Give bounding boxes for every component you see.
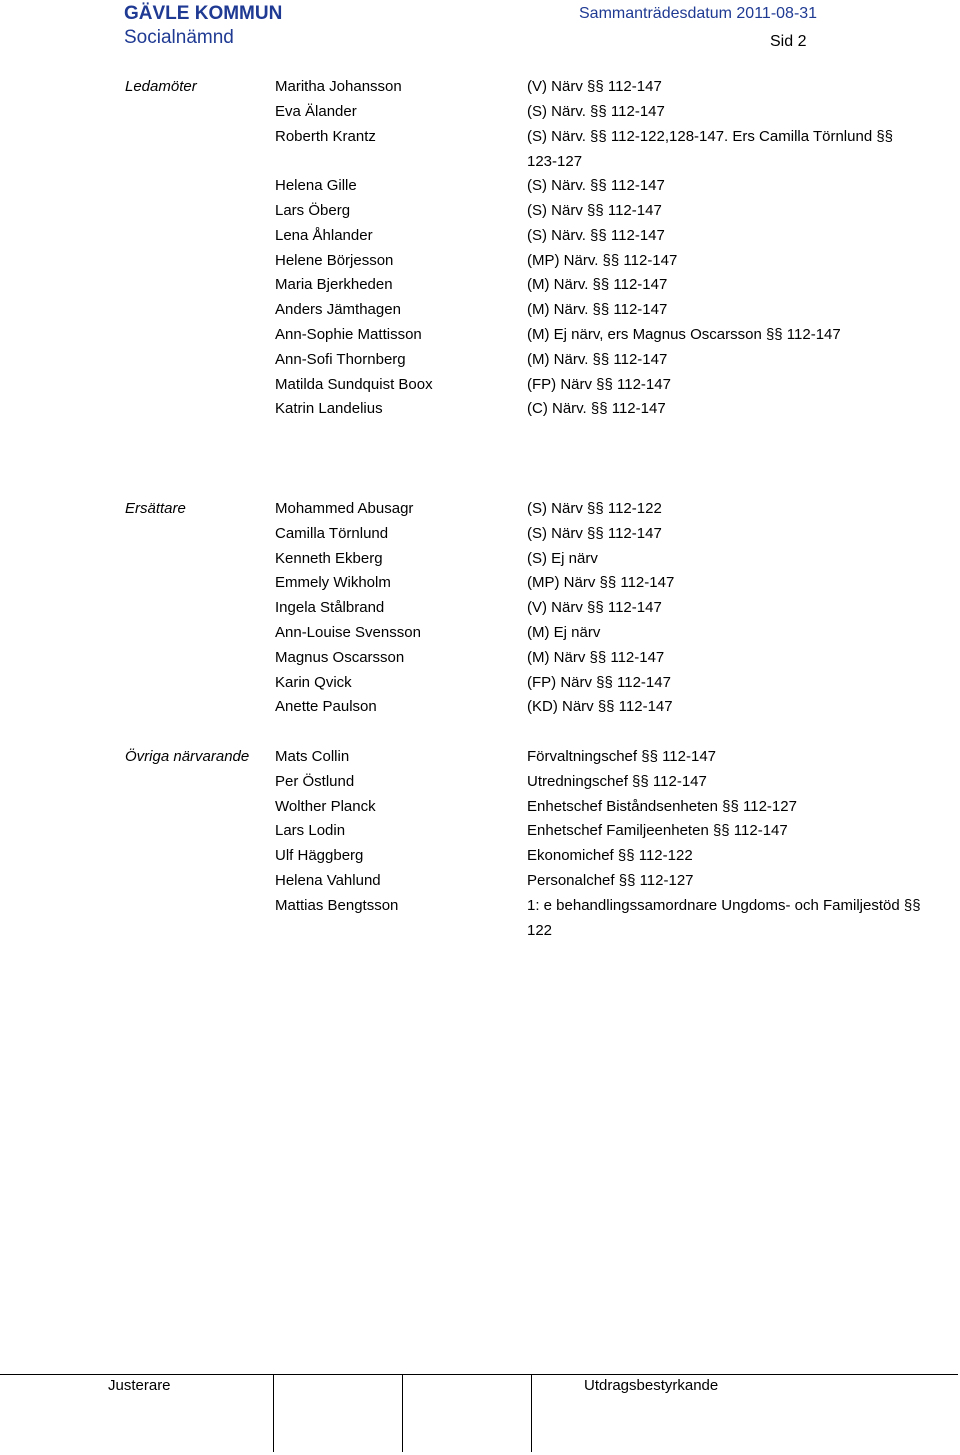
- section-label: Övriga närvarande: [125, 748, 250, 765]
- member-name: Ann-Sofi Thornberg: [275, 350, 406, 368]
- footer-utdragsbestyrkande-label: Utdragsbestyrkande: [584, 1377, 719, 1394]
- footer-justerare-label: Justerare: [108, 1377, 171, 1394]
- attendance-status: (S) Närv §§ 112-122: [527, 500, 662, 517]
- role-status: Förvaltningschef §§ 112-147: [527, 748, 717, 765]
- member-name: Katrin Landelius: [275, 400, 383, 418]
- list-item: [0, 372, 960, 397]
- list-item: [0, 496, 960, 521]
- attendance-status: (S) Närv §§ 112-147: [527, 524, 662, 542]
- attendance-status: (S) Närv. §§ 112-147: [527, 102, 665, 120]
- list-item: [0, 843, 960, 868]
- person-name: Helena Vahlund: [275, 871, 381, 889]
- member-name: Ann-Sophie Mattisson: [275, 325, 422, 343]
- attendance-status: (M) Närv. §§ 112-147: [527, 350, 668, 368]
- attendance-status: (S) Närv §§ 112-147: [527, 201, 662, 219]
- member-name: Helene Börjesson: [275, 251, 394, 269]
- attendance-status: (M) Ej närv, ers Magnus Oscarsson §§ 112-147: [527, 325, 841, 343]
- role-status: Enhetschef Familjeenheten §§ 112-147: [527, 822, 788, 840]
- list-item: [0, 868, 960, 893]
- list-item: [0, 198, 960, 223]
- list-item: [0, 173, 960, 198]
- role-status: 1: e behandlingssamordnare Ungdoms- och Familjestöd §§ 122: [527, 896, 921, 939]
- attendance-status: (M) Ej närv: [527, 623, 601, 641]
- attendance-status: (MP) Närv §§ 112-147: [527, 574, 675, 592]
- org-name: GÄVLE KOMMUN: [124, 3, 283, 24]
- attendance-status: (C) Närv. §§ 112-147: [527, 400, 666, 418]
- role-status: Ekonomichef §§ 112-122: [527, 847, 693, 865]
- list-item: [0, 248, 960, 273]
- list-item: [0, 645, 960, 670]
- attendance-status: (MP) Närv. §§ 112-147: [527, 251, 678, 269]
- list-item: [0, 818, 960, 843]
- attendance-status: (S) Närv. §§ 112-122,128-147. Ers Camilla Törnlund §§ 123-127: [527, 127, 894, 170]
- member-name: Camilla Törnlund: [275, 524, 389, 542]
- person-name: Ulf Häggberg: [275, 847, 364, 865]
- department-name: Socialnämnd: [124, 27, 234, 48]
- person-name: Lars Lodin: [275, 822, 346, 840]
- role-status: Utredningschef §§ 112-147: [527, 772, 707, 790]
- member-name: Kenneth Ekberg: [275, 549, 383, 567]
- list-item: [0, 794, 960, 819]
- list-item: [0, 595, 960, 620]
- section-label: Ersättare: [125, 500, 186, 517]
- list-item: [0, 769, 960, 794]
- footer-column-divider: [273, 1374, 274, 1452]
- attendance-status: (M) Närv. §§ 112-147: [527, 276, 668, 294]
- person-name: Wolther Planck: [275, 797, 376, 815]
- attendance-status: (S) Närv. §§ 112-147: [527, 177, 665, 195]
- member-name: Mohammed Abusagr: [275, 500, 414, 517]
- list-item: [0, 74, 960, 99]
- attendance-status: (FP) Närv §§ 112-147: [527, 375, 671, 393]
- list-item: [0, 124, 960, 174]
- member-name: Roberth Krantz: [275, 127, 376, 145]
- meeting-date: Sammanträdesdatum 2011-08-31: [579, 5, 818, 22]
- attendance-status: (M) Närv §§ 112-147: [527, 648, 665, 666]
- footer-column-divider: [402, 1374, 403, 1452]
- list-item: [0, 521, 960, 546]
- attendance-status: (V) Närv §§ 112-147: [527, 78, 662, 95]
- list-item: [0, 570, 960, 595]
- list-item: [0, 620, 960, 645]
- role-status: Personalchef §§ 112-127: [527, 871, 694, 889]
- member-name: Maritha Johansson: [275, 78, 402, 95]
- member-name: Ann-Louise Svensson: [275, 623, 421, 641]
- footer-divider: [0, 1374, 958, 1375]
- list-item: [0, 322, 960, 347]
- member-name: Maria Bjerkheden: [275, 276, 393, 294]
- page-number: Sid 2: [770, 33, 807, 50]
- list-item: [0, 99, 960, 124]
- list-item: [0, 396, 960, 421]
- list-item: [0, 893, 960, 943]
- attendance-status: (S) Ej närv: [527, 549, 598, 567]
- attendance-status: (M) Närv. §§ 112-147: [527, 301, 668, 319]
- attendance-status: (FP) Närv §§ 112-147: [527, 673, 671, 691]
- footer-column-divider: [531, 1374, 532, 1452]
- list-item: [0, 546, 960, 571]
- list-item: [0, 694, 960, 719]
- member-name: Matilda Sundquist Boox: [275, 375, 433, 393]
- member-name: Emmely Wikholm: [275, 574, 391, 592]
- attendance-status: (V) Närv §§ 112-147: [527, 599, 662, 617]
- person-name: Per Östlund: [275, 772, 355, 790]
- member-name: Helena Gille: [275, 177, 357, 195]
- list-item: [0, 223, 960, 248]
- list-item: [0, 297, 960, 322]
- member-name: Lars Öberg: [275, 201, 351, 219]
- attendance-status: (KD) Närv §§ 112-147: [527, 698, 673, 716]
- member-name: Anders Jämthagen: [275, 301, 401, 319]
- member-name: Lena Åhlander: [275, 226, 373, 244]
- role-status: Enhetschef Biståndsenheten §§ 112-127: [527, 797, 797, 815]
- member-name: Karin Qvick: [275, 673, 352, 691]
- list-item: [0, 347, 960, 372]
- list-item: [0, 744, 960, 769]
- person-name: Mattias Bengtsson: [275, 896, 399, 914]
- list-item: [0, 272, 960, 297]
- list-item: [0, 670, 960, 695]
- person-name: Mats Collin: [275, 748, 350, 765]
- member-name: Magnus Oscarsson: [275, 648, 405, 666]
- member-name: Ingela Stålbrand: [275, 599, 385, 617]
- member-name: Eva Älander: [275, 102, 357, 120]
- section-label: Ledamöter: [125, 78, 197, 95]
- attendance-status: (S) Närv. §§ 112-147: [527, 226, 665, 244]
- member-name: Anette Paulson: [275, 698, 377, 716]
